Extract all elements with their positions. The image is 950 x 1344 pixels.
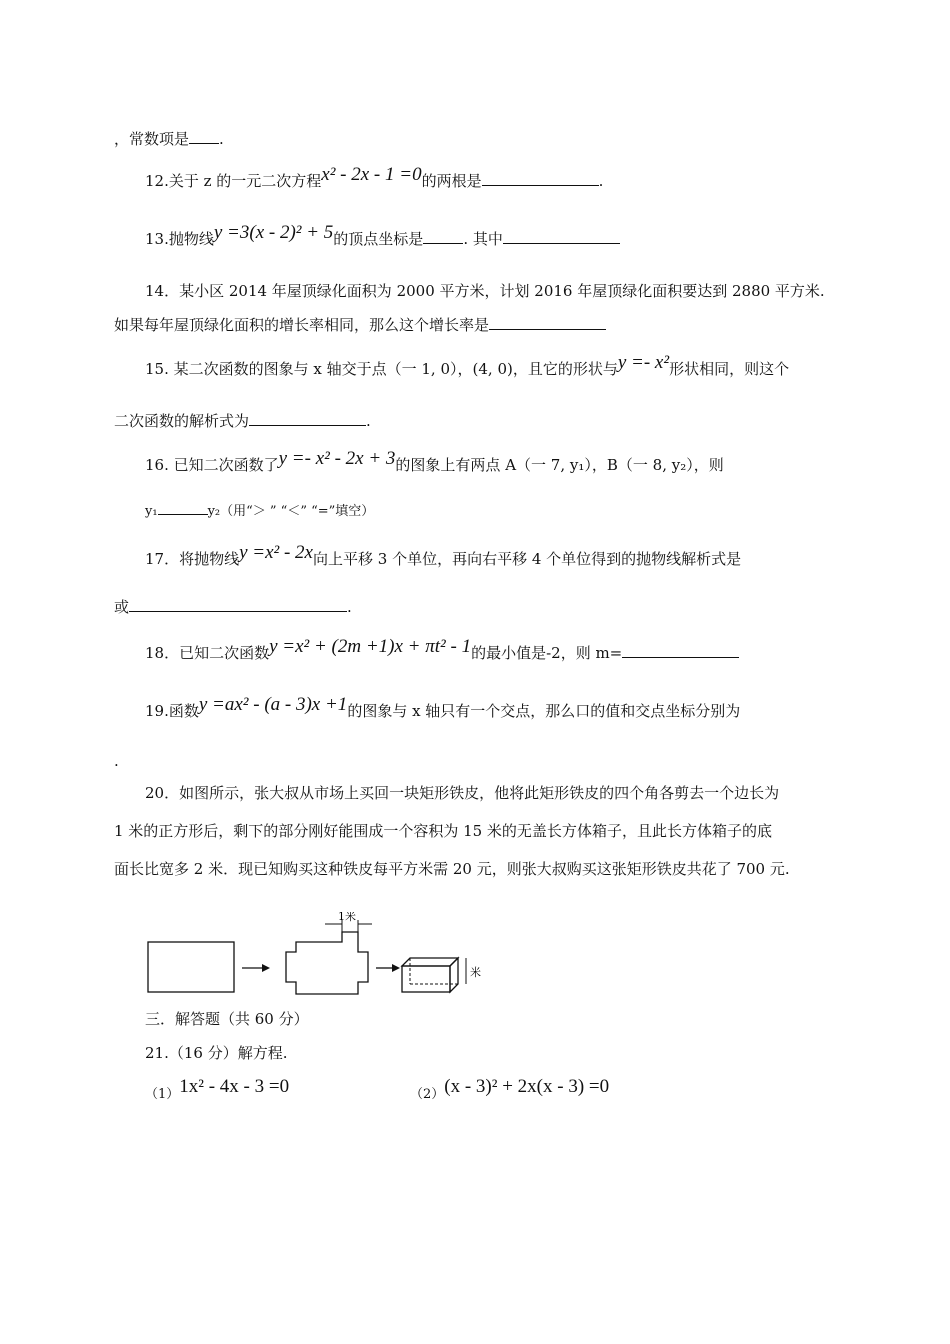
q16-y1: y₁ — [145, 504, 158, 519]
q17-end: . — [347, 598, 352, 616]
arrow-1-head — [262, 964, 270, 972]
q17-pre: 17．将抛物线 — [145, 550, 240, 568]
q18 — [145, 636, 739, 664]
q17-blank — [129, 597, 347, 612]
q19-pre: 19.函数 — [145, 702, 199, 720]
section-3-heading: 三．解答题（共 60 分） — [145, 1010, 309, 1028]
q17-equation: y =x² - 2x — [239, 542, 313, 563]
q21-part1-equation: 1x² - 4x - 3 =0 — [179, 1076, 290, 1097]
q16-line1 — [145, 448, 724, 476]
q13-blank1 — [423, 229, 463, 244]
q16-blank — [158, 500, 208, 515]
q18-pre: 18．已知二次函数 — [145, 644, 270, 662]
q17-post: 向上平移 3 个单位，再向右平移 4 个单位得到的抛物线解析式是 — [313, 550, 742, 568]
q13 — [145, 222, 620, 250]
box-side — [450, 958, 458, 992]
q17-line2 — [114, 596, 352, 618]
q13-equation: y =3(x - 2)² + 5 — [213, 222, 334, 243]
q12-end: . — [598, 172, 604, 190]
q15-text: 二次函数的解析式为 — [114, 412, 250, 430]
q19 — [145, 694, 741, 722]
cut-sheet-shape — [286, 932, 368, 994]
q11-end: . — [219, 130, 224, 148]
q16-line2 — [145, 500, 374, 523]
q13-post: 的顶点坐标是 — [333, 230, 424, 248]
sheet-rectangle — [148, 942, 234, 992]
q20-line1: 20．如图所示，张大叔从市场上买回一块矩形铁皮，他将此矩形铁皮的四个角各剪去一个边长为 — [145, 784, 780, 802]
q14-blank — [489, 315, 606, 330]
q14-text: 如果每年屋顶绿化面积的增长率相同，那么这个增长率是 — [114, 316, 490, 334]
q18-blank — [622, 643, 739, 658]
q14-line1: 14．某小区 2014 年屋顶绿化面积为 2000 平方米，计划 2016 年屋顶绿化面积要达到 2880 平方米. — [145, 282, 825, 300]
q19-equation: y =ax² - (a - 3)x +1 — [198, 694, 348, 715]
q20-line3: 面长比宽多 2 米．现已知购买这种铁皮每平方米需 20 元，则张大叔购买这张矩形铁皮共花了 700 元. — [114, 860, 790, 878]
q15-post: 形状相同，则这个 — [669, 360, 790, 378]
q21-part2-equation: (x - 3)² + 2x(x - 3) =0 — [444, 1076, 610, 1097]
q13-pre: 13.抛物线 — [145, 230, 214, 248]
q19-post: 的图象与 x 轴只有一个交点，那么口的值和交点坐标分别为 — [347, 702, 741, 720]
q19-dot: . — [114, 752, 119, 770]
q21-part2-label: （2） — [410, 1087, 445, 1102]
q18-post: 的最小值是-2，则 m= — [471, 644, 623, 662]
fig-label-1m: 1米 — [338, 912, 356, 923]
q11-tail — [114, 128, 224, 150]
q15-equation: y =- x² — [617, 352, 670, 373]
q13-mid: . 其中 — [463, 230, 503, 248]
q14-line2 — [114, 314, 606, 336]
q12-pre: 12.关于 z 的一元二次方程 — [145, 172, 322, 190]
box-front — [402, 966, 450, 992]
q12-blank — [482, 171, 599, 186]
q12-equation: x² - 2x - 1 =0 — [321, 164, 422, 185]
q21-part1-label: （1） — [145, 1087, 180, 1102]
q17-or: 或 — [114, 598, 130, 616]
q16-instruction: y₂（用“＞ ” “＜” “=”填空） — [207, 504, 375, 519]
q13-blank2 — [503, 229, 620, 244]
q16-pre: 16. 已知二次函数了 — [145, 456, 279, 474]
q15-line2 — [114, 410, 371, 432]
box-figure — [140, 912, 500, 1012]
q21-part2 — [410, 1076, 610, 1106]
q12-post: 的两根是 — [421, 172, 482, 190]
arrow-2-head — [392, 964, 400, 972]
q16-equation: y =- x² - 2x + 3 — [278, 448, 396, 469]
q12 — [145, 164, 604, 192]
q15-blank — [249, 411, 366, 426]
q11-text: ，常数项是 — [114, 130, 190, 148]
q15-line1 — [145, 352, 790, 380]
fig-label-height: 米 — [470, 966, 481, 979]
q15-pre: 15. 某二次函数的图象与 x 轴交于点（一 1, 0），(4, 0)，且它的形状与 — [145, 360, 618, 378]
q16-post: 的图象上有两点 A（一 7, y₁），B（一 8, y₂），则 — [395, 456, 724, 474]
q11-blank — [189, 129, 219, 144]
q20-line2: 1 米的正方形后，剩下的部分刚好能围成一个容积为 15 米的无盖长方体箱子，且此长方体箱子的底 — [114, 822, 772, 840]
q17-line1 — [145, 542, 742, 570]
q18-equation: y =x² + (2m +1)x + πt² - 1 — [269, 636, 472, 657]
box-figure-svg — [140, 912, 500, 1012]
q15-end: . — [366, 412, 371, 430]
q21-part1 — [145, 1076, 290, 1106]
q21-heading: 21.（16 分）解方程. — [145, 1044, 288, 1062]
